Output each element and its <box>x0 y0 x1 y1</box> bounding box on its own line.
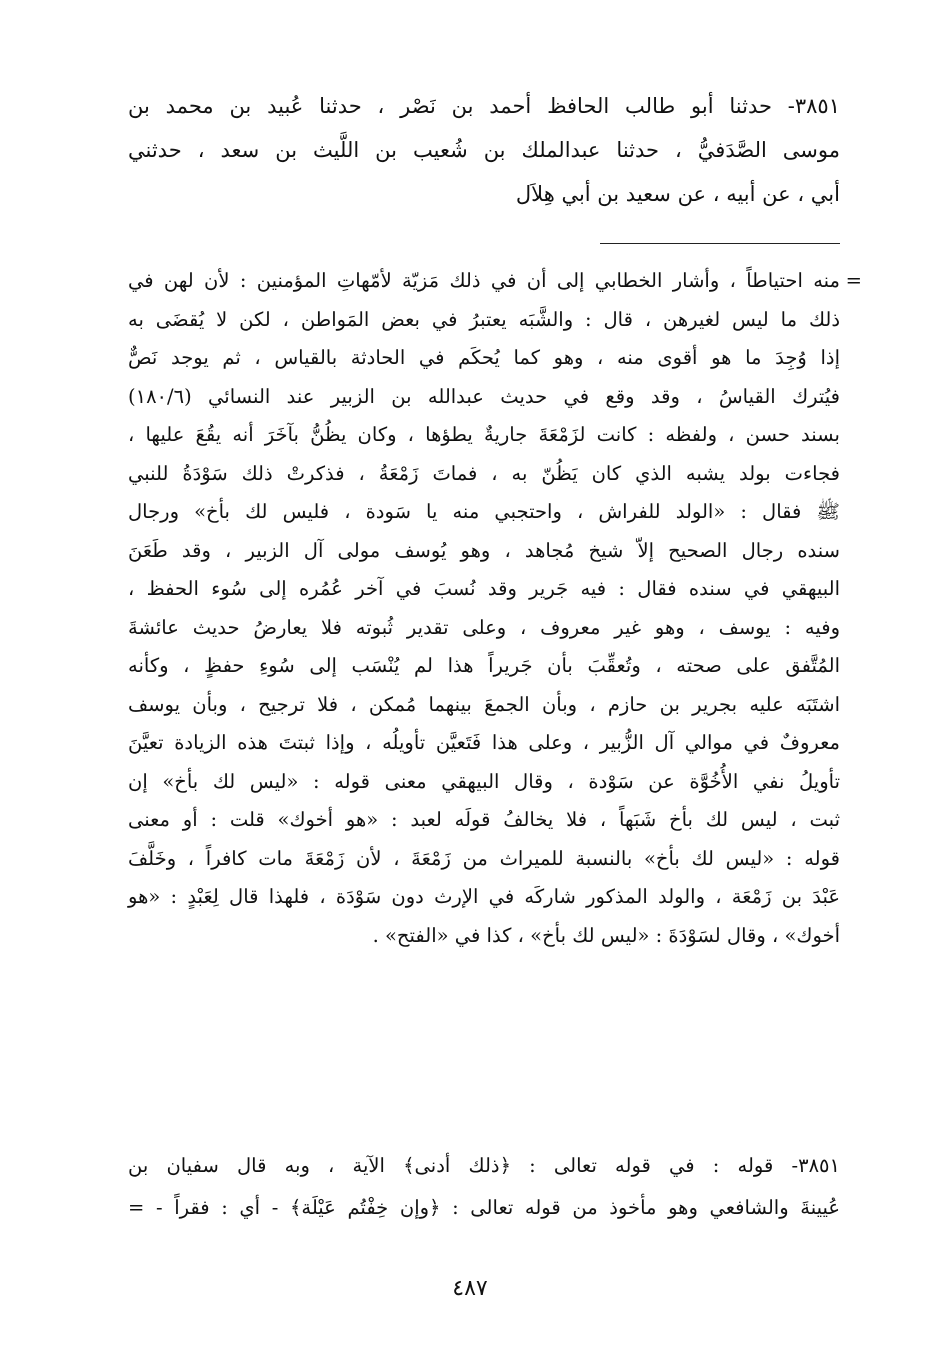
footnote-line-text: منه احتياطاً ، وأشار الخطابي إلى أن في ذلك مَزيّة لأمّهاتِ المؤمنين : لأن لهن في <box>128 269 840 292</box>
footnote-line: اشتَبَه عليه بجرير بن حازم ، وبأن الجمعَ بينهما مُمكن ، فلا ترجيح ، وبأن يوسف <box>128 692 840 716</box>
footnote-line: إذا وُجِدَ ما هو أقوى منه ، وهو كما يُحكَم في الحادثة بالقياس ، ثم يوجد نَصٌّ <box>128 346 840 369</box>
footnote-line: تأويلُ نفي الأُخُوَّة عن سَوْدة ، وقال البيهقي معنى قوله : «ليس لك بأخ» إن <box>128 769 840 793</box>
footnote-line: ذلك ما ليس لغيرهن ، قال : والشَّبَه يعتبرُ في بعض المَواطن ، لكن لا يُقضَى به <box>128 307 840 331</box>
footnote-line: وفيه : يوسف ، وهو غير معروف ، وعلى تقدير ثُبوته فلا يعارضُ حديث عائشةَ <box>128 615 840 639</box>
page-number: ٤٨٧ <box>452 1276 488 1301</box>
footnote-line: ﷺ فقال : «الولد للفراش ، واحتجبي منه يا سَودة ، فليس لك بأخ» ورجال <box>128 500 840 523</box>
footnote-line <box>128 262 862 301</box>
footnote-line: ثبت ، ليس لك بأخ شَبَهاً ، فلا يخالفُ قولَه لعبد : «هو أخوك» قلت : أو معنى <box>128 808 840 831</box>
footnote-separator <box>600 243 840 244</box>
footnote-line: بسند حسن ، ولفظه : كانت لزَمْعَةَ جاريةٌ يطؤها ، وكان يظُنُّ بآخَرَ أنه يقُعَ عليها ، <box>128 423 840 446</box>
continuation-mark: = <box>845 269 862 292</box>
footnotes <box>128 262 862 955</box>
footnote-line: المُتَّفق على صحته ، وتُعقِّبَ بأن جَريراً هذا لم يُنْسَب إلى سُوءِ حفظٍ ، وكأنه <box>128 654 840 677</box>
footnote-line: عَبْدَ بن زَمْعَة ، والولد المذكور شاركَه في الإرث دون سَوْدَة ، فلهذا قال لِعَبْدٍ : «هو <box>128 885 840 908</box>
footnote-line: معروفٌ في موالي آل الزُّبير ، وعلى هذا فَتَعيَّن تأويلُه ، وإذا ثبتتَ هذه الزيادة تعيَّنَ <box>128 731 840 754</box>
footnote-line: قوله : «ليس لك بأخ» بالنسبة للميراث من زَمْعَةَ ، لأن زَمْعَةَ مات كافراً ، وخَلَّفَ <box>128 846 840 870</box>
footnote-3851 <box>128 1145 840 1229</box>
main-line: أبي ، عن أبيه ، عن سعيد بن أبي هِلاَل <box>515 182 840 206</box>
main-text <box>128 84 840 216</box>
main-line: موسى الصَّدَفيُّ ، حدثنا عبدالملك بن شُعيب بن اللَّيث بن سعد ، حدثني <box>128 138 840 162</box>
footnote-line: عُيينةَ والشافعي وهو مأخوذ من قوله تعالى : ﴿وإن خِفْتُم عَيْلَة﴾ - أي : فقراً - = <box>128 1196 840 1219</box>
footnote-line: أخوك» ، وقال لسَوْدَةَ : «ليس لك بأخ» ، كذا في «الفتح» . <box>372 923 840 947</box>
main-line: ٣٨٥١- حدثنا أبو طالب الحافظ أحمد بن نَصْر ، حدثنا عُبيد بن محمد بن <box>128 94 840 118</box>
footnote-line: فجاءت بولد يشبه الذي كان يَظُنّ به ، فماتَ زَمْعَةُ ، فذكرتْ ذلك سَوْدَةُ للنبي <box>128 461 840 485</box>
footnote-line: البيهقي في سنده فقال : فيه جَرير وقد نُسبَ في آخر عُمُره إلى سُوء الحفظ ، <box>128 577 840 600</box>
footnote-line: ٣٨٥١- قوله : في قوله تعالى : ﴿ذلك أدنى﴾ الآية ، وبه قال سفيان بن <box>128 1154 840 1177</box>
footnote-line: سنده رجال الصحيح إلاّ شيخ مُجاهد ، وهو يُوسف مولى آل الزبير ، وقد طَعَنَ <box>128 538 840 562</box>
footnote-line: فيُترك القياسُ ، وقد وقع في حديث عبدالله بن الزبير عند النسائي (١٨٠/٦) <box>128 384 840 408</box>
